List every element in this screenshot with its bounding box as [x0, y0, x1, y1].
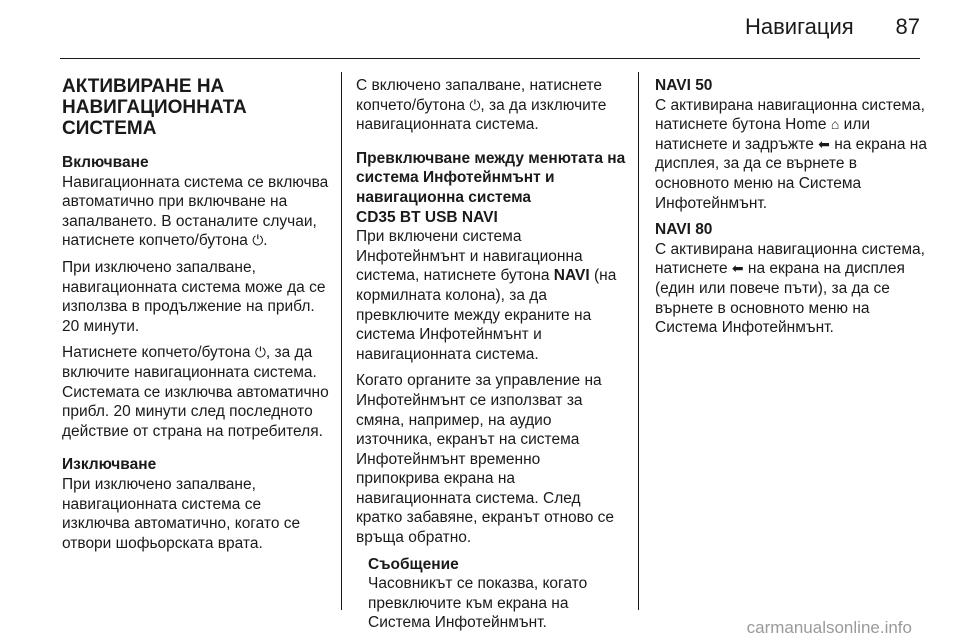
- paragraph: С включено запалване, натиснете копчето/бутона ⏻, за да изключите навигационната система.: [356, 77, 607, 134]
- section-title-on: Включване: [62, 154, 149, 171]
- power-icon: ⏻: [252, 232, 264, 249]
- column-1: [62, 76, 330, 560]
- column-2: [356, 76, 628, 633]
- paragraph: С активирана навигационна система, натиснете бутона Home ⌂ или натиснете и задръжте ⬅ на екрана на дисплея, за да се върнете в основното меню на Система Инфотейнмънт.: [655, 96, 927, 212]
- note-text: Часовникът се показва, когато превключите към екрана на Система Инфотейнмънт.: [368, 575, 588, 632]
- paragraph: При включени система Инфотейнмънт и навигационна система, натиснете бутона NAVI (на кормилната колона), за да превключите между екраните на система Инфотейнмънт и навигационната система.: [356, 228, 617, 363]
- section-title-navi50: NAVI 50: [655, 77, 713, 94]
- model-title: CD35 BT USB NAVI: [356, 208, 498, 226]
- paragraph: Навигационната система се включва автоматично при включване на запалването. В останалите случаи, натиснете копчето/бутона ⏻.: [62, 173, 329, 250]
- column-3: [655, 76, 927, 345]
- navi-button-label: NAVI: [553, 267, 590, 285]
- home-icon: ⌂: [830, 116, 840, 133]
- section-title-navi80: NAVI 80: [655, 221, 713, 239]
- watermark: carmanualsonline.info: [746, 618, 912, 637]
- note-title: Съобщение: [368, 555, 459, 573]
- paragraph: Натиснете копчето/бутона ⏻, за да включите навигационната система. Системата се изключва автоматично прибл. 20 минути след последното действие от страна на потребителя.: [62, 344, 329, 440]
- column-divider-1: [341, 72, 342, 610]
- chapter-heading: АКТИВИРАНЕ НА НАВИГАЦИОННАТА СИСТЕМА: [62, 76, 247, 139]
- paragraph: Когато органите за управление на Инфотейнмънт се използват за смяна, например, на аудио източника, екранът на система Инфотейнмънт временно припокрива екрана на навигационната система. След кратко забавяне, екранът отново се връща обратно.: [356, 372, 614, 547]
- page-section-title: Навигация: [745, 14, 854, 39]
- column-divider-2: [638, 72, 639, 610]
- back-arrow-icon: ⬅: [818, 135, 830, 152]
- section-title-off: Изключване: [62, 456, 157, 474]
- header-divider: [60, 58, 920, 59]
- note-box: [356, 555, 628, 633]
- paragraph: При изключено запалване, навигационната система може да се използва в продължение на прибл. 20 минути.: [62, 258, 326, 335]
- back-arrow-icon: ⬅: [731, 260, 744, 277]
- section-title-switch: Превключване между менютата на система Инфотейнмънт и навигационна система: [356, 149, 626, 206]
- paragraph: С активирана навигационна система, натиснете ⬅ на екрана на дисплея (един или повече пъти), за да се върнете в основното меню на Система Инфотейнмънт.: [655, 240, 925, 337]
- page-number: 87: [895, 14, 920, 39]
- power-icon: ⏻: [469, 96, 481, 113]
- paragraph: При изключено запалване, навигационната система се изключва автоматично, когато се отвори шофьорската врата.: [62, 475, 301, 552]
- power-icon: ⏻: [254, 344, 266, 361]
